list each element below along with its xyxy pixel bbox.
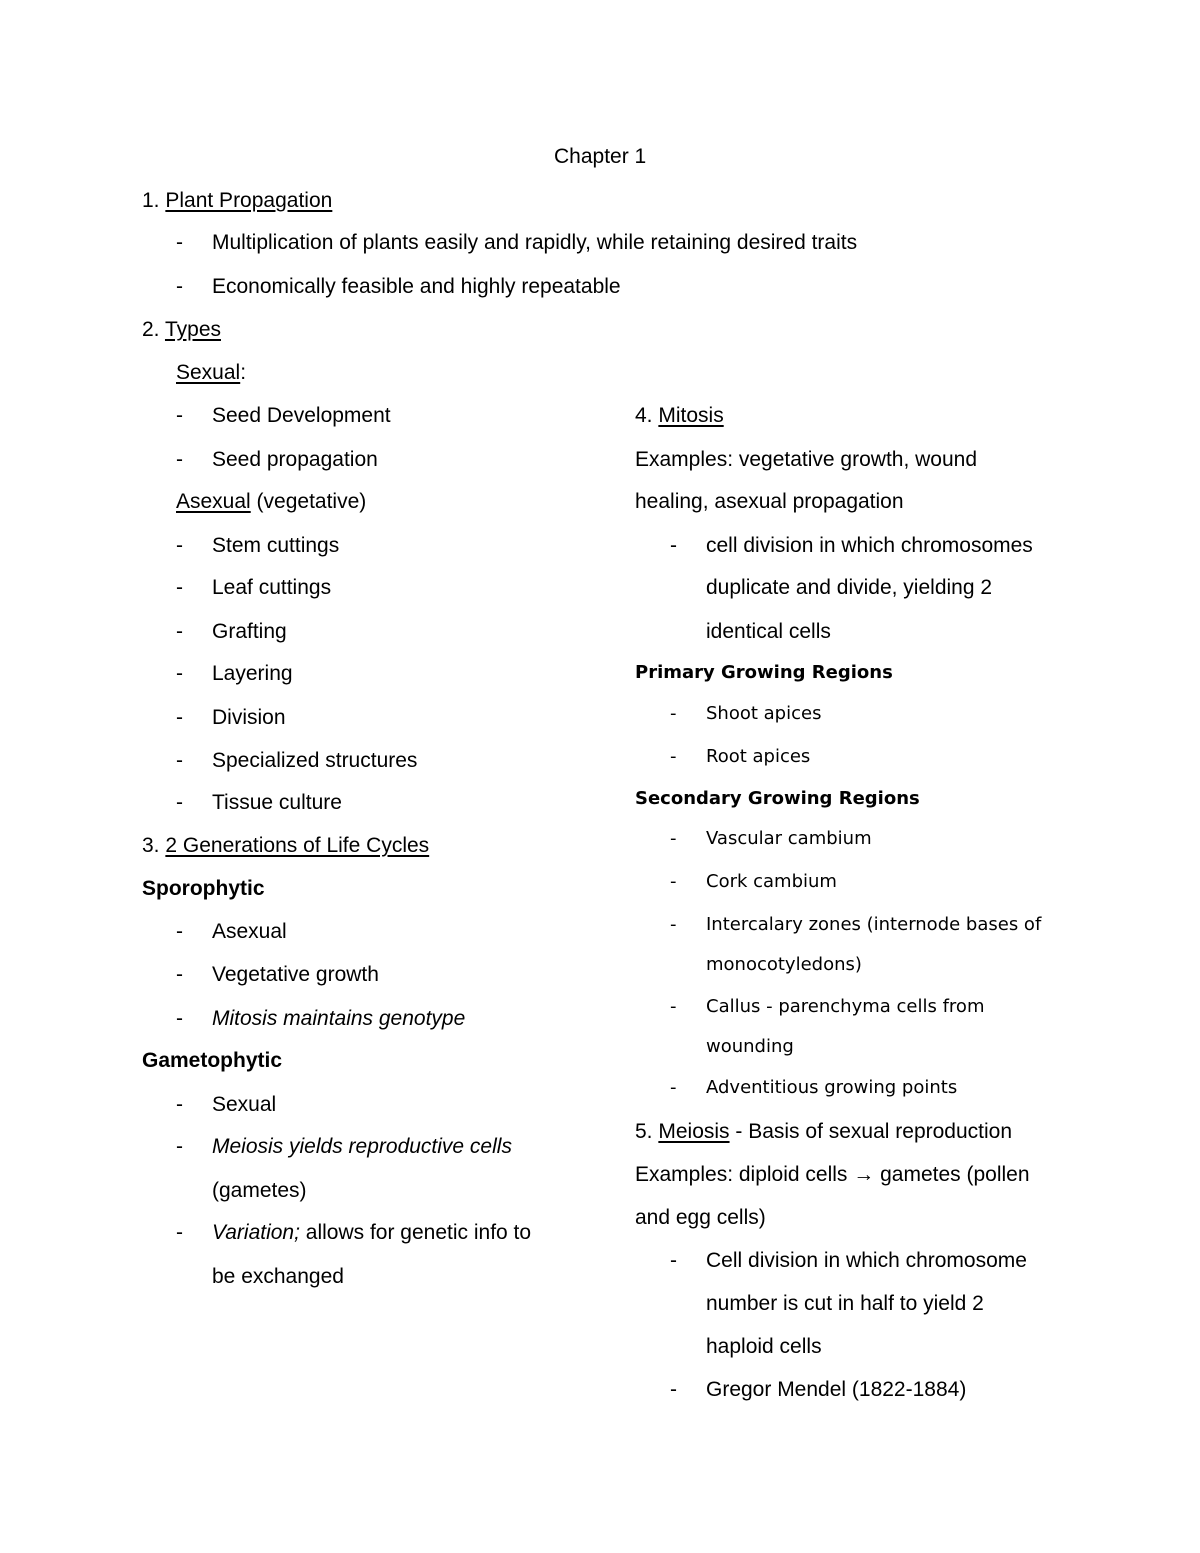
- sporophytic-label: Sporophytic: [142, 877, 265, 900]
- list-item: [176, 792, 342, 813]
- bullet-dash: -: [176, 1135, 183, 1158]
- list-item-text: Meiosis yields reproductive cells: [212, 1135, 512, 1158]
- subheading: Asexual: [176, 490, 251, 513]
- subheading-suffix: (vegetative): [250, 490, 367, 513]
- list-item: [670, 535, 1033, 556]
- bullet-dash: -: [670, 828, 677, 849]
- list-item-text: Callus - parenchyma cells from: [706, 996, 985, 1017]
- list-item: [176, 405, 391, 426]
- list-item-text: Tissue culture: [212, 791, 342, 814]
- bullet-dash: -: [670, 534, 677, 557]
- list-item-text: cell division in which chromosomes: [706, 534, 1033, 557]
- list-item-continuation: be exchanged: [212, 1265, 344, 1288]
- section-2-heading: [142, 319, 221, 340]
- bullet-dash: -: [670, 914, 677, 935]
- section-3-heading: [142, 835, 429, 856]
- section-title: Types: [164, 318, 221, 341]
- list-item: [670, 916, 1041, 934]
- list-item: [176, 750, 417, 771]
- section-number: 5.: [635, 1120, 659, 1143]
- bullet-dash: -: [176, 963, 183, 986]
- list-item-text: allows for genetic info to: [299, 1221, 532, 1244]
- section-5-heading: [635, 1121, 1012, 1142]
- list-item-text: Vegetative growth: [212, 963, 379, 986]
- list-item: [176, 921, 287, 942]
- list-item-text: Cork cambium: [706, 871, 837, 892]
- list-item: [176, 577, 331, 598]
- bullet-dash: -: [176, 448, 183, 471]
- list-item: [670, 705, 821, 723]
- list-item-text: Intercalary zones (internode bases of: [706, 914, 1042, 935]
- mitosis-examples: Examples: vegetative growth, wound: [635, 448, 978, 471]
- section-4-heading: [635, 405, 724, 426]
- list-item-text: Stem cuttings: [212, 534, 340, 557]
- page-title: Chapter 1: [554, 145, 647, 168]
- section-title: 2 Generations of Life Cycles: [165, 834, 430, 857]
- mitosis-examples-continuation: healing, asexual propagation: [635, 490, 904, 513]
- section-title: Mitosis: [658, 404, 724, 427]
- list-item-text-italic: Variation;: [212, 1221, 300, 1244]
- list-item-text: Division: [212, 706, 286, 729]
- list-item-continuation: duplicate and divide, yielding 2: [706, 576, 993, 599]
- list-item-text: Layering: [212, 662, 293, 685]
- examples-text: Examples: diploid cells: [635, 1163, 854, 1186]
- list-item-continuation: number is cut in half to yield 2: [706, 1292, 984, 1315]
- list-item: [176, 1008, 465, 1029]
- bullet-dash: -: [670, 746, 677, 767]
- list-item-text: Asexual: [212, 920, 287, 943]
- list-item-continuation: haploid cells: [706, 1335, 822, 1358]
- bullet-dash: -: [176, 706, 183, 729]
- list-item-text: Vascular cambium: [706, 828, 872, 849]
- bullet-dash: -: [176, 576, 183, 599]
- list-item-continuation: identical cells: [706, 620, 831, 643]
- bullet-dash: -: [176, 404, 183, 427]
- list-item: [670, 748, 810, 766]
- bullet-dash: -: [176, 1007, 183, 1030]
- list-item-text: Seed propagation: [212, 448, 378, 471]
- list-item-continuation: wounding: [706, 1036, 794, 1057]
- list-item-text: Economically feasible and highly repeatable: [212, 275, 621, 298]
- meiosis-examples-continuation: and egg cells): [635, 1206, 766, 1229]
- bullet-dash: -: [670, 703, 677, 724]
- section-number: 2.: [142, 318, 165, 341]
- list-item-text: Sexual: [212, 1093, 277, 1116]
- bullet-dash: -: [176, 620, 183, 643]
- bullet-dash: -: [176, 231, 183, 254]
- list-item-text: Mitosis maintains genotype: [212, 1007, 466, 1030]
- list-item: [176, 964, 379, 985]
- section-title: Meiosis: [658, 1120, 730, 1143]
- list-item: [670, 830, 872, 848]
- list-item: [176, 621, 287, 642]
- section-1-heading: [142, 190, 332, 211]
- list-item: [176, 663, 293, 684]
- list-item-continuation: monocotyledons): [706, 954, 862, 975]
- bullet-dash: -: [176, 749, 183, 772]
- bullet-dash: -: [670, 871, 677, 892]
- bullet-dash: -: [176, 662, 183, 685]
- arrow-right-icon: →: [853, 1163, 875, 1186]
- asexual-label: [176, 491, 366, 512]
- bullet-dash: -: [176, 791, 183, 814]
- section-title: Plant Propagation: [165, 189, 333, 212]
- list-item-text: Multiplication of plants easily and rapidly, while retaining desired traits: [212, 231, 858, 254]
- examples-text: gametes (pollen: [874, 1163, 1030, 1186]
- list-item: [670, 1250, 1027, 1271]
- bullet-dash: -: [670, 996, 677, 1017]
- secondary-growing-regions-label: Secondary Growing Regions: [635, 788, 920, 809]
- list-item: [176, 276, 621, 297]
- section-number: 4.: [635, 404, 659, 427]
- subheading: Sexual: [176, 361, 241, 384]
- list-item-text: Specialized structures: [212, 749, 418, 772]
- meiosis-examples: [635, 1164, 1030, 1185]
- list-item: [176, 232, 857, 253]
- list-item: [670, 873, 837, 891]
- sexual-label: [176, 362, 246, 383]
- gametophytic-label: Gametophytic: [142, 1049, 283, 1072]
- list-item: [176, 707, 286, 728]
- list-item-text: Adventitious growing points: [706, 1077, 958, 1098]
- list-item: [670, 1379, 966, 1400]
- bullet-dash: -: [176, 275, 183, 298]
- bullet-dash: -: [176, 1221, 183, 1244]
- list-item-text: Leaf cuttings: [212, 576, 332, 599]
- list-item-text: Grafting: [212, 620, 287, 643]
- list-item: [176, 535, 339, 556]
- list-item-continuation: (gametes): [212, 1179, 307, 1202]
- list-item-text: Gregor Mendel (1822-1884): [706, 1378, 967, 1401]
- section-number: 1.: [142, 189, 166, 212]
- bullet-dash: -: [176, 534, 183, 557]
- list-item: [670, 998, 984, 1016]
- colon: :: [240, 361, 247, 384]
- list-item: [670, 1079, 957, 1097]
- list-item: [176, 1136, 512, 1157]
- section-title-suffix: - Basis of sexual reproduction: [729, 1120, 1013, 1143]
- bullet-dash: -: [176, 920, 183, 943]
- list-item-text: Cell division in which chromosome: [706, 1249, 1027, 1272]
- list-item: [176, 1094, 276, 1115]
- primary-growing-regions-label: Primary Growing Regions: [635, 662, 893, 683]
- list-item: [176, 1222, 531, 1243]
- bullet-dash: -: [670, 1249, 677, 1272]
- list-item: [176, 449, 378, 470]
- bullet-dash: -: [670, 1077, 677, 1098]
- section-number: 3.: [142, 834, 166, 857]
- list-item-text: Seed Development: [212, 404, 391, 427]
- list-item-text: Shoot apices: [706, 703, 822, 724]
- bullet-dash: -: [670, 1378, 677, 1401]
- bullet-dash: -: [176, 1093, 183, 1116]
- list-item-text: Root apices: [706, 746, 811, 767]
